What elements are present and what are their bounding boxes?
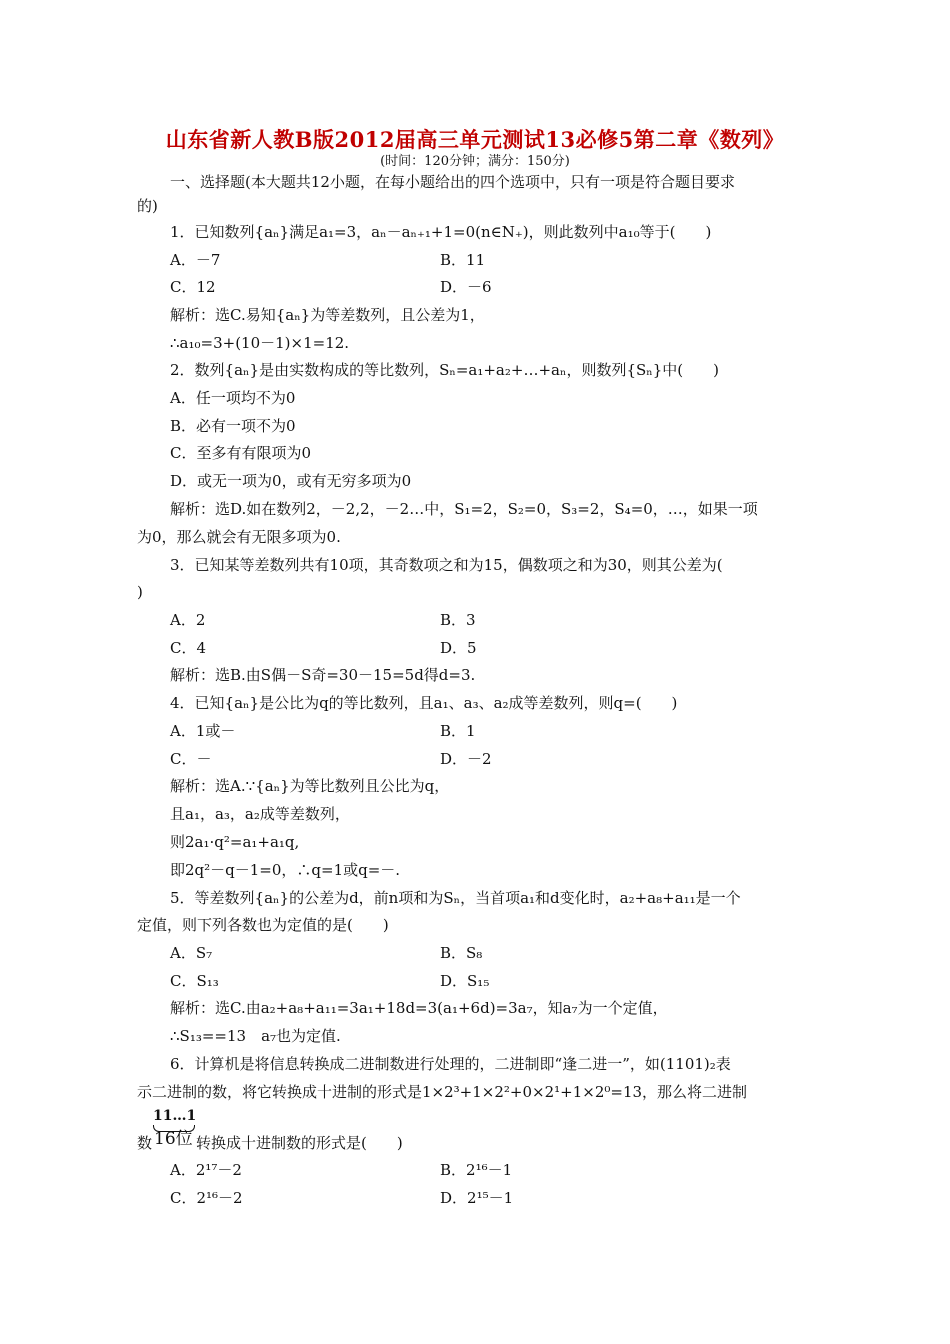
q1-option-c: C．12	[170, 278, 216, 296]
q2-stem: 2．数列{aₙ}是由实数构成的等比数列，Sₙ=a₁+a₂+…+aₙ，则数列{Sₙ}中( )	[170, 361, 720, 379]
q3-solution: 解析：选B.由S偶－S奇=30－15=5d得d=3.	[170, 666, 476, 684]
q5-stem: 5．等差数列{aₙ}的公差为d，前n项和为Sₙ，当首项a₁和d变化时，a₂+a₈+a₁₁是一个	[170, 889, 741, 907]
q6-option-b: B．2¹⁶－1	[440, 1161, 513, 1179]
q1-option-a: A．－7	[170, 251, 221, 269]
q3-stem-cont: )	[137, 583, 143, 601]
q1-option-d: D．－6	[440, 278, 492, 296]
q5-option-d: D．S₁₅	[440, 972, 490, 990]
q5-option-a: A．S₇	[170, 944, 213, 962]
document-subtitle: (时间：120分钟；满分：150分)	[380, 154, 570, 169]
q4-solution-line3: 则2a₁·q²=a₁+a₁q,	[170, 833, 300, 851]
section-heading-cont: 的)	[137, 197, 158, 215]
q6-stem-suffix: 转换成十进制数的形式是( )	[196, 1134, 403, 1152]
q1-stem: 1．已知数列{aₙ}满足a₁=3，aₙ－aₙ₊₁+1=0(n∈N₊)，则此数列中a₁₀等于( )	[170, 223, 712, 241]
q6-option-d: D．2¹⁵－1	[440, 1189, 514, 1207]
q2-solution-line1: 解析：选D.如在数列2，－2,2，－2…中，S₁=2，S₂=0，S₃=2，S₄=0，…，如果一项	[170, 500, 758, 518]
q4-solution-line2: 且a₁，a₃，a₂成等差数列，	[170, 805, 350, 823]
q2-option-d: D．或无一项为0，或有无穷多项为0	[170, 472, 412, 490]
q4-option-b: B．1	[440, 722, 476, 740]
q6-stem-cont: 示二进制的数，将它转换成十进制的形式是1×2³+1×2²+0×2¹+1×2⁰=13，那么将二进制	[137, 1083, 748, 1101]
q6-option-c: C．2¹⁶－2	[170, 1189, 243, 1207]
q4-stem: 4．已知{aₙ}是公比为q的等比数列，且a₁、a₃、a₂成等差数列，则q=( )	[170, 694, 678, 712]
q5-option-c: C．S₁₃	[170, 972, 219, 990]
q3-option-c: C．4	[170, 639, 207, 657]
q3-option-b: B．3	[440, 611, 476, 629]
q4-option-a: A．1或－	[170, 722, 236, 740]
q5-solution-line2: ∴S₁₃==13 a₇也为定值.	[170, 1027, 341, 1045]
q1-solution-line1: 解析：选C.易知{aₙ}为等差数列，且公差为1，	[170, 306, 485, 324]
q6-stem: 6．计算机是将信息转换成二进制数进行处理的，二进制即“逢二进一”，如(1101)₂表	[170, 1055, 731, 1073]
q4-solution-line1: 解析：选A.∵{aₙ}为等比数列且公比为q，	[170, 777, 450, 795]
q2-option-a: A．任一项均不为0	[170, 389, 296, 407]
q6-option-a: A．2¹⁷－2	[170, 1161, 242, 1179]
q3-stem: 3．已知某等差数列共有10项，其奇数项之和为15，偶数项之和为30，则其公差为(	[170, 556, 723, 574]
q6-binary-digits: 11…1	[153, 1108, 197, 1124]
q3-option-a: A．2	[170, 611, 206, 629]
document-title: 山东省新人教B版2012届高三单元测试13必修5第二章《数列》	[165, 127, 785, 152]
q1-option-b: B．11	[440, 251, 486, 269]
q2-option-b: B．必有一项不为0	[170, 417, 296, 435]
q5-option-b: B．S₈	[440, 944, 483, 962]
section-heading: 一、选择题(本大题共12小题，在每小题给出的四个选项中，只有一项是符合题目要求	[170, 173, 735, 191]
q4-option-d: D．－2	[440, 750, 492, 768]
q6-digit-count: 16位	[154, 1129, 193, 1149]
q4-solution-line4: 即2q²－q－1=0，∴q=1或q=－.	[170, 861, 401, 879]
q3-option-d: D．5	[440, 639, 477, 657]
q4-option-c: C．－	[170, 750, 212, 768]
q2-option-c: C．至多有有限项为0	[170, 444, 312, 462]
q5-solution-line1: 解析：选C.由a₂+a₈+a₁₁=3a₁+18d=3(a₁+6d)=3a₇，知a₇为一个定值，	[170, 999, 668, 1017]
q1-solution-line2: ∴a₁₀=3+(10－1)×1=12.	[170, 334, 350, 352]
q2-solution-line2: 为0，那么就会有无限多项为0.	[137, 528, 341, 546]
q5-stem-cont: 定值，则下列各数也为定值的是( )	[137, 916, 389, 934]
q6-stem-prefix: 数	[137, 1134, 153, 1152]
